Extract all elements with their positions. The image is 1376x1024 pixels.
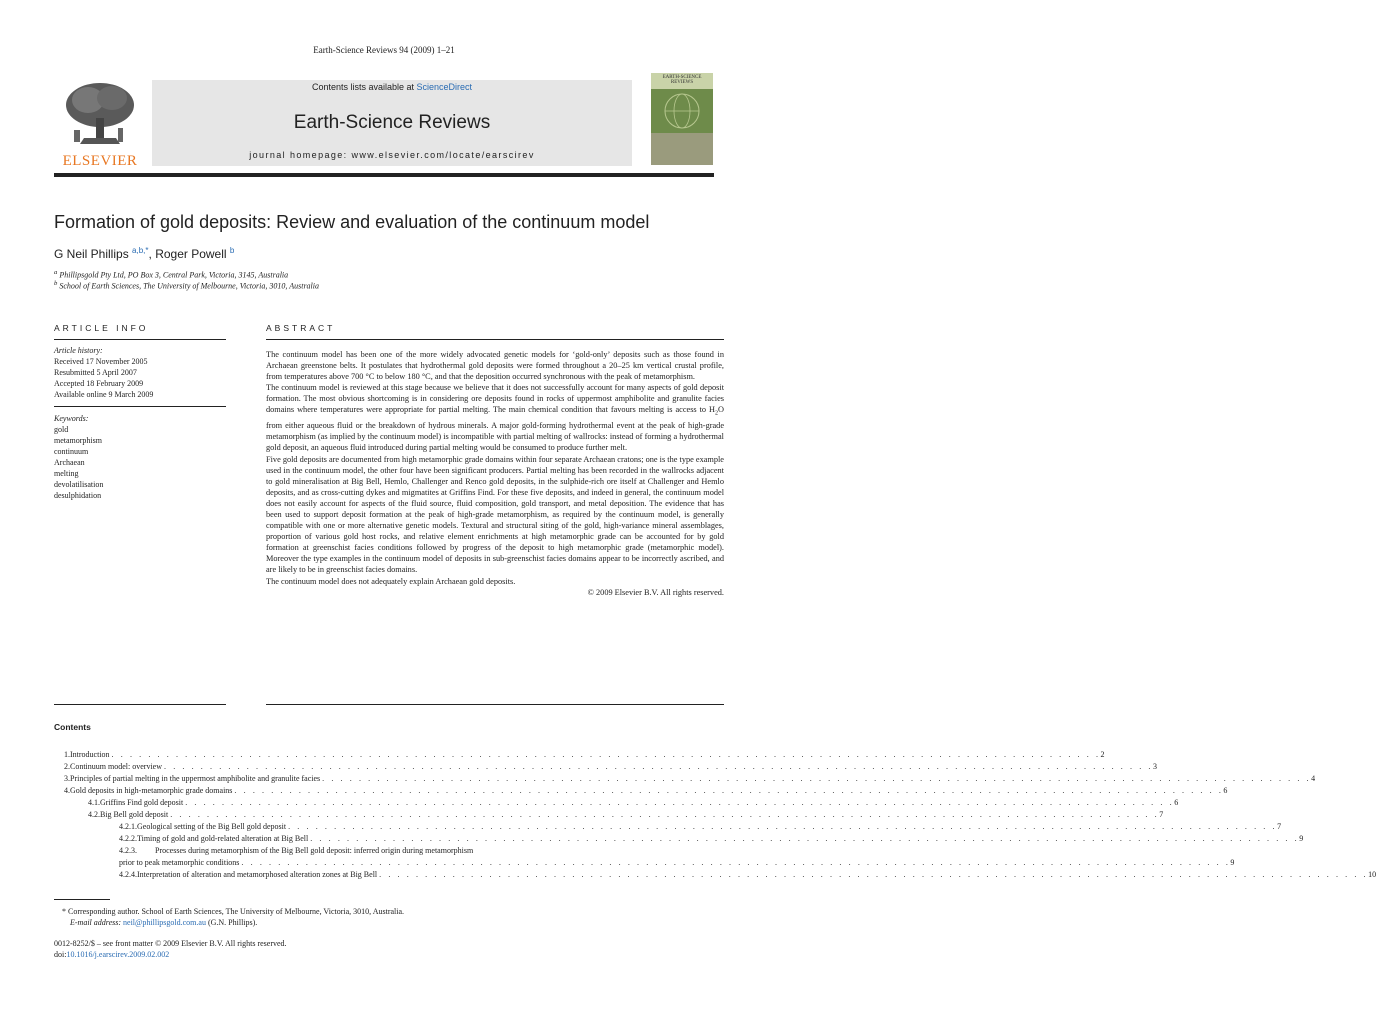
toc-page: 7 [1159, 810, 1164, 819]
toc-text: Big Bell gold deposit [100, 810, 169, 819]
doi-link[interactable]: 10.1016/j.earscirev.2009.02.002 [66, 950, 170, 959]
history-item: Received 17 November 2005 [54, 357, 148, 366]
toc-number: 2. [64, 762, 70, 771]
toc-leader: . . . . . . . . . . . . . . . . . . . . . . . . . . . . . . . . . . . . . . . . . . . . . . . . . . . . . . . . . . . . . . . . . . . . . . . . . . . . . . . . . . . . . . . . . . . . . . . . . . . . . . . . . . . . [111, 750, 1101, 759]
keyword: metamorphism [54, 436, 102, 445]
abstract-paragraph: Five gold deposits are documented from high metamorphic grade domains within four separate Archaean cratons; one is the type example used in the continuum model, the other four have been significant producers. Partial melting has been recorded in the wallrocks adjacent to gold mineralisation at Big Bell, Hemlo, Challenger and Renco gold deposits, in the sulphide-rich ore itself at Challenger and Hemlo deposits, and as cross-cutting dykes and migmatites at Griffins Find. For these five deposits, and indeed in general, the continuum model does not easily account for aspects of the fluid source, fluid composition, gold transport, and metal deposition. The evidence that has been used to support deposit formation at the peak of high-grade metamorphism, as required by the continuum model, is generally compatible with one or more alternative genetic models. Textural and structural siting of the gold, high-variance mineral assemblages, proportion of various gold host rocks, and relative element enrichments at high metamorphic grade can be accounted for by gold formation at greenschist facies conditions followed by progress of the deposit to high metamorphic grade (metamorphic model). Moreover the type examples in the continuum model of deposits in sub-greenschist facies domains appear to be incorrectly ascribed, and are likely to be in greenschist facies domains. [266, 454, 724, 575]
header-rule [54, 173, 714, 177]
footnote-email-line [70, 917, 404, 928]
toc-page: 3 [1153, 762, 1157, 771]
toc-number: 4.2.1. [119, 822, 137, 831]
copyright: © 2009 Elsevier B.V. All rights reserved. [587, 587, 724, 597]
affiliation-mark: a [54, 269, 58, 276]
journal-banner [152, 80, 632, 166]
toc-page: 7 [1277, 822, 1282, 831]
toc-entry[interactable] [54, 797, 1179, 809]
abstract-body [266, 349, 724, 598]
contents-availability [152, 82, 632, 92]
article-info [54, 345, 226, 501]
toc-page: 9 [1299, 834, 1304, 843]
keyword: melting [54, 469, 79, 478]
toc-entry[interactable] [54, 773, 1316, 785]
contents-prefix: Contents lists available at [311, 82, 417, 92]
toc-leader: . . . . . . . . . . . . . . . . . . . . . . . . . . . . . . . . . . . . . . . . . . . . . . . . . . . . . . . . . . . . . . . . . . . . . . . . . . . . . . . . . . . . . . . . . . . . . . . . . . . . . . . . . . . . [379, 870, 1369, 879]
toc-entry-continued[interactable] [54, 857, 1235, 869]
toc-number: 4.2.4. [119, 870, 137, 879]
article-info-heading: ARTICLE INFO [54, 323, 149, 333]
keywords-label: Keywords: [54, 414, 89, 423]
journal-reference: Earth-Science Reviews 94 (2009) 1–21 [313, 45, 455, 55]
cover-title: EARTH-SCIENCE REVIEWS [651, 73, 713, 89]
contents-heading: Contents [54, 722, 91, 732]
footnote-text: Corresponding author. School of Earth Sciences, The University of Melbourne, Victoria, 3010, Australia. [68, 907, 405, 916]
journal-name: Earth-Science Reviews [293, 112, 491, 133]
footnote-rule [54, 899, 110, 900]
toc-page: 2 [1100, 750, 1105, 759]
toc-text: prior to peak metamorphic conditions [119, 858, 240, 867]
history-item: Available online 9 March 2009 [54, 390, 154, 399]
toc-text: Principles of partial melting in the uppermost amphibolite and granulite facies [70, 774, 321, 783]
affiliation [54, 269, 288, 280]
abstract-text: O from either aqueous fluid or the breakdown of hydrous minerals. A major gold-forming hydrothermal event at the peak of high-grade metamorphism (as implied by the continuum model) is incompatible with partial melting of wallrocks: instead of forming a hydrothermal gold deposit, an aqueous fluid introduced during partial melting would be consumed to produce further melt. [266, 405, 724, 453]
globe-icon [651, 89, 713, 133]
subscript: 2 [715, 411, 718, 418]
issn-line: 0012-8252/$ – see front matter © 2009 Elsevier B.V. All rights reserved. [54, 939, 287, 948]
abstract-paragraph [266, 382, 724, 453]
toc-text: Interpretation of alteration and metamorphosed alteration zones at Big Bell [137, 870, 378, 879]
affiliation [54, 280, 319, 291]
abstract-paragraph: The continuum model has been one of the more widely advocated genetic models for ‘gold-only’ deposits such as those found in Archaean greenstone belts. It postulates that hydrothermal gold deposits were formed throughout a 20–25 km vertical crustal profile, from temperatures above 700 °C to below 180 °C, and that the deposition occurred synchronous with the peak of metamorphism. [266, 350, 724, 382]
toc-entry[interactable] [54, 809, 1164, 821]
toc-leader: . . . . . . . . . . . . . . . . . . . . . . . . . . . . . . . . . . . . . . . . . . . . . . . . . . . . . . . . . . . . . . . . . . . . . . . . . . . . . . . . . . . . . . . . . . . . . . . . . . . . . . . . . . . . [234, 786, 1224, 795]
affiliation-text: Phillipsgold Pty Ltd, PO Box 3, Central Park, Victoria, 3145, Australia [59, 270, 289, 280]
abstract-bottom-rule [266, 704, 724, 705]
toc-text: Timing of gold and gold-related alteration at Big Bell [137, 834, 309, 843]
keywords-rule [54, 406, 226, 407]
toc-leader: . . . . . . . . . . . . . . . . . . . . . . . . . . . . . . . . . . . . . . . . . . . . . . . . . . . . . . . . . . . . . . . . . . . . . . . . . . . . . . . . . . . . . . . . . . . . . . . . . . . . . . . . . . . . [170, 810, 1160, 819]
footnote-line [54, 906, 404, 917]
toc-page: 4 [1311, 774, 1316, 783]
toc-number: 4.1. [88, 798, 100, 807]
article-info-bottom-rule [54, 704, 226, 705]
front-matter-info [54, 938, 287, 960]
cover-art [651, 89, 713, 133]
toc-page: 9 [1230, 858, 1235, 867]
affiliation-mark: b [54, 280, 58, 287]
toc-text: Gold deposits in high-metamorphic grade domains [70, 786, 233, 795]
toc-text: Processes during metamorphism of the Big Bell gold deposit: inferred origin during metamorphism [155, 846, 474, 855]
journal-homepage[interactable]: journal homepage: www.elsevier.com/locate/earscirev [249, 150, 535, 160]
publisher-logo[interactable] [54, 80, 146, 169]
toc-page: 6 [1174, 798, 1179, 807]
doi-line [54, 949, 287, 960]
history-item: Resubmitted 5 April 2007 [54, 368, 137, 377]
toc-entry[interactable] [54, 761, 1157, 773]
author-affiliation-mark[interactable]: a,b,* [132, 246, 149, 255]
abstract-text: The continuum model is reviewed at this stage because we believe that it does not successfully account for many aspects of gold deposit formation. The most obvious shortcoming is in considering ore deposits found in rocks of uppermost amphibolite and granulite facies domains where temperatures were appropriate for partial melting. The main chemical condition that favours melting is access to H [266, 383, 724, 415]
elsevier-wordmark: ELSEVIER [62, 153, 138, 169]
doi-label: doi: [54, 950, 67, 959]
toc-entry[interactable] [54, 869, 1376, 881]
cover-photo [651, 133, 713, 165]
toc-leader: . . . . . . . . . . . . . . . . . . . . . . . . . . . . . . . . . . . . . . . . . . . . . . . . . . . . . . . . . . . . . . . . . . . . . . . . . . . . . . . . . . . . . . . . . . . . . . . . . . . . . . . . . . . . [241, 858, 1231, 867]
toc-text: Introduction [70, 750, 110, 759]
toc-spacer [475, 845, 724, 857]
toc-number: 1. [64, 750, 70, 759]
author-list [54, 246, 234, 261]
toc-text: Geological setting of the Big Bell gold deposit [137, 822, 287, 831]
toc-number: 3. [64, 774, 70, 783]
history-item: Accepted 18 February 2009 [54, 379, 144, 388]
toc-entry[interactable] [54, 833, 1304, 845]
toc-page: 10 [1368, 870, 1376, 879]
author-name[interactable]: G Neil Phillips [54, 247, 129, 261]
sciencedirect-link[interactable]: ScienceDirect [416, 82, 473, 92]
toc-number: 4. [64, 786, 70, 795]
article-info-rule [54, 339, 226, 340]
toc-number: 4.2.3. [119, 846, 137, 855]
toc-leader: . . . . . . . . . . . . . . . . . . . . . . . . . . . . . . . . . . . . . . . . . . . . . . . . . . . . . . . . . . . . . . . . . . . . . . . . . . . . . . . . . . . . . . . . . . . . . . . . . . . . . . . . . . . . [185, 798, 1175, 807]
abstract-rule [266, 339, 724, 340]
keyword: Archaean [54, 458, 85, 467]
toc-text: Griffins Find gold deposit [100, 798, 184, 807]
elsevier-tree-icon [60, 80, 140, 150]
toc-entry[interactable] [54, 749, 1105, 761]
table-of-contents [54, 749, 1376, 881]
toc-leader: . . . . . . . . . . . . . . . . . . . . . . . . . . . . . . . . . . . . . . . . . . . . . . . . . . . . . . . . . . . . . . . . . . . . . . . . . . . . . . . . . . . . . . . . . . . . . . . . . . . . . . . . . . . . [310, 834, 1300, 843]
toc-leader: . . . . . . . . . . . . . . . . . . . . . . . . . . . . . . . . . . . . . . . . . . . . . . . . . . . . . . . . . . . . . . . . . . . . . . . . . . . . . . . . . . . . . . . . . . . . . . . . . . . . . . . . . . . . [164, 762, 1153, 771]
toc-number: 4.2.2. [119, 834, 137, 843]
keyword: devolatilisation [54, 480, 104, 489]
affiliation-text: School of Earth Sciences, The University of Melbourne, Victoria, 3010, Australia [59, 281, 319, 291]
toc-text: Continuum model: overview [70, 762, 162, 771]
article-title: Formation of gold deposits: Review and evaluation of the continuum model [54, 212, 650, 232]
toc-page: 6 [1223, 786, 1228, 795]
keyword: continuum [54, 447, 89, 456]
email-link[interactable]: neil@phillipsgold.com.au [123, 918, 206, 927]
abstract-heading: ABSTRACT [266, 323, 336, 333]
history-label: Article history: [54, 346, 103, 355]
footnote [54, 906, 404, 928]
email-suffix: (G.N. Phillips). [205, 918, 258, 927]
toc-entry[interactable] [54, 785, 1228, 797]
footnote-mark: * [62, 907, 66, 916]
toc-entry[interactable] [54, 821, 1282, 833]
keyword: gold [54, 425, 69, 434]
author-name[interactable]: Roger Powell [155, 247, 227, 261]
keyword: desulphidation [54, 491, 102, 500]
author-separator: , [148, 247, 156, 261]
email-label: E-mail address: [70, 918, 124, 927]
toc-leader: . . . . . . . . . . . . . . . . . . . . . . . . . . . . . . . . . . . . . . . . . . . . . . . . . . . . . . . . . . . . . . . . . . . . . . . . . . . . . . . . . . . . . . . . . . . . . . . . . . . . . . . . . . . . [322, 774, 1312, 783]
toc-number: 4.2. [88, 810, 100, 819]
toc-leader: . . . . . . . . . . . . . . . . . . . . . . . . . . . . . . . . . . . . . . . . . . . . . . . . . . . . . . . . . . . . . . . . . . . . . . . . . . . . . . . . . . . . . . . . . . . . . . . . . . . . . . . . . . . . [288, 822, 1278, 831]
author-affiliation-mark[interactable]: b [229, 246, 235, 255]
abstract-paragraph: The continuum model does not adequately explain Archaean gold deposits. [266, 576, 516, 586]
journal-cover-image[interactable] [651, 73, 713, 165]
toc-entry[interactable] [54, 845, 724, 857]
